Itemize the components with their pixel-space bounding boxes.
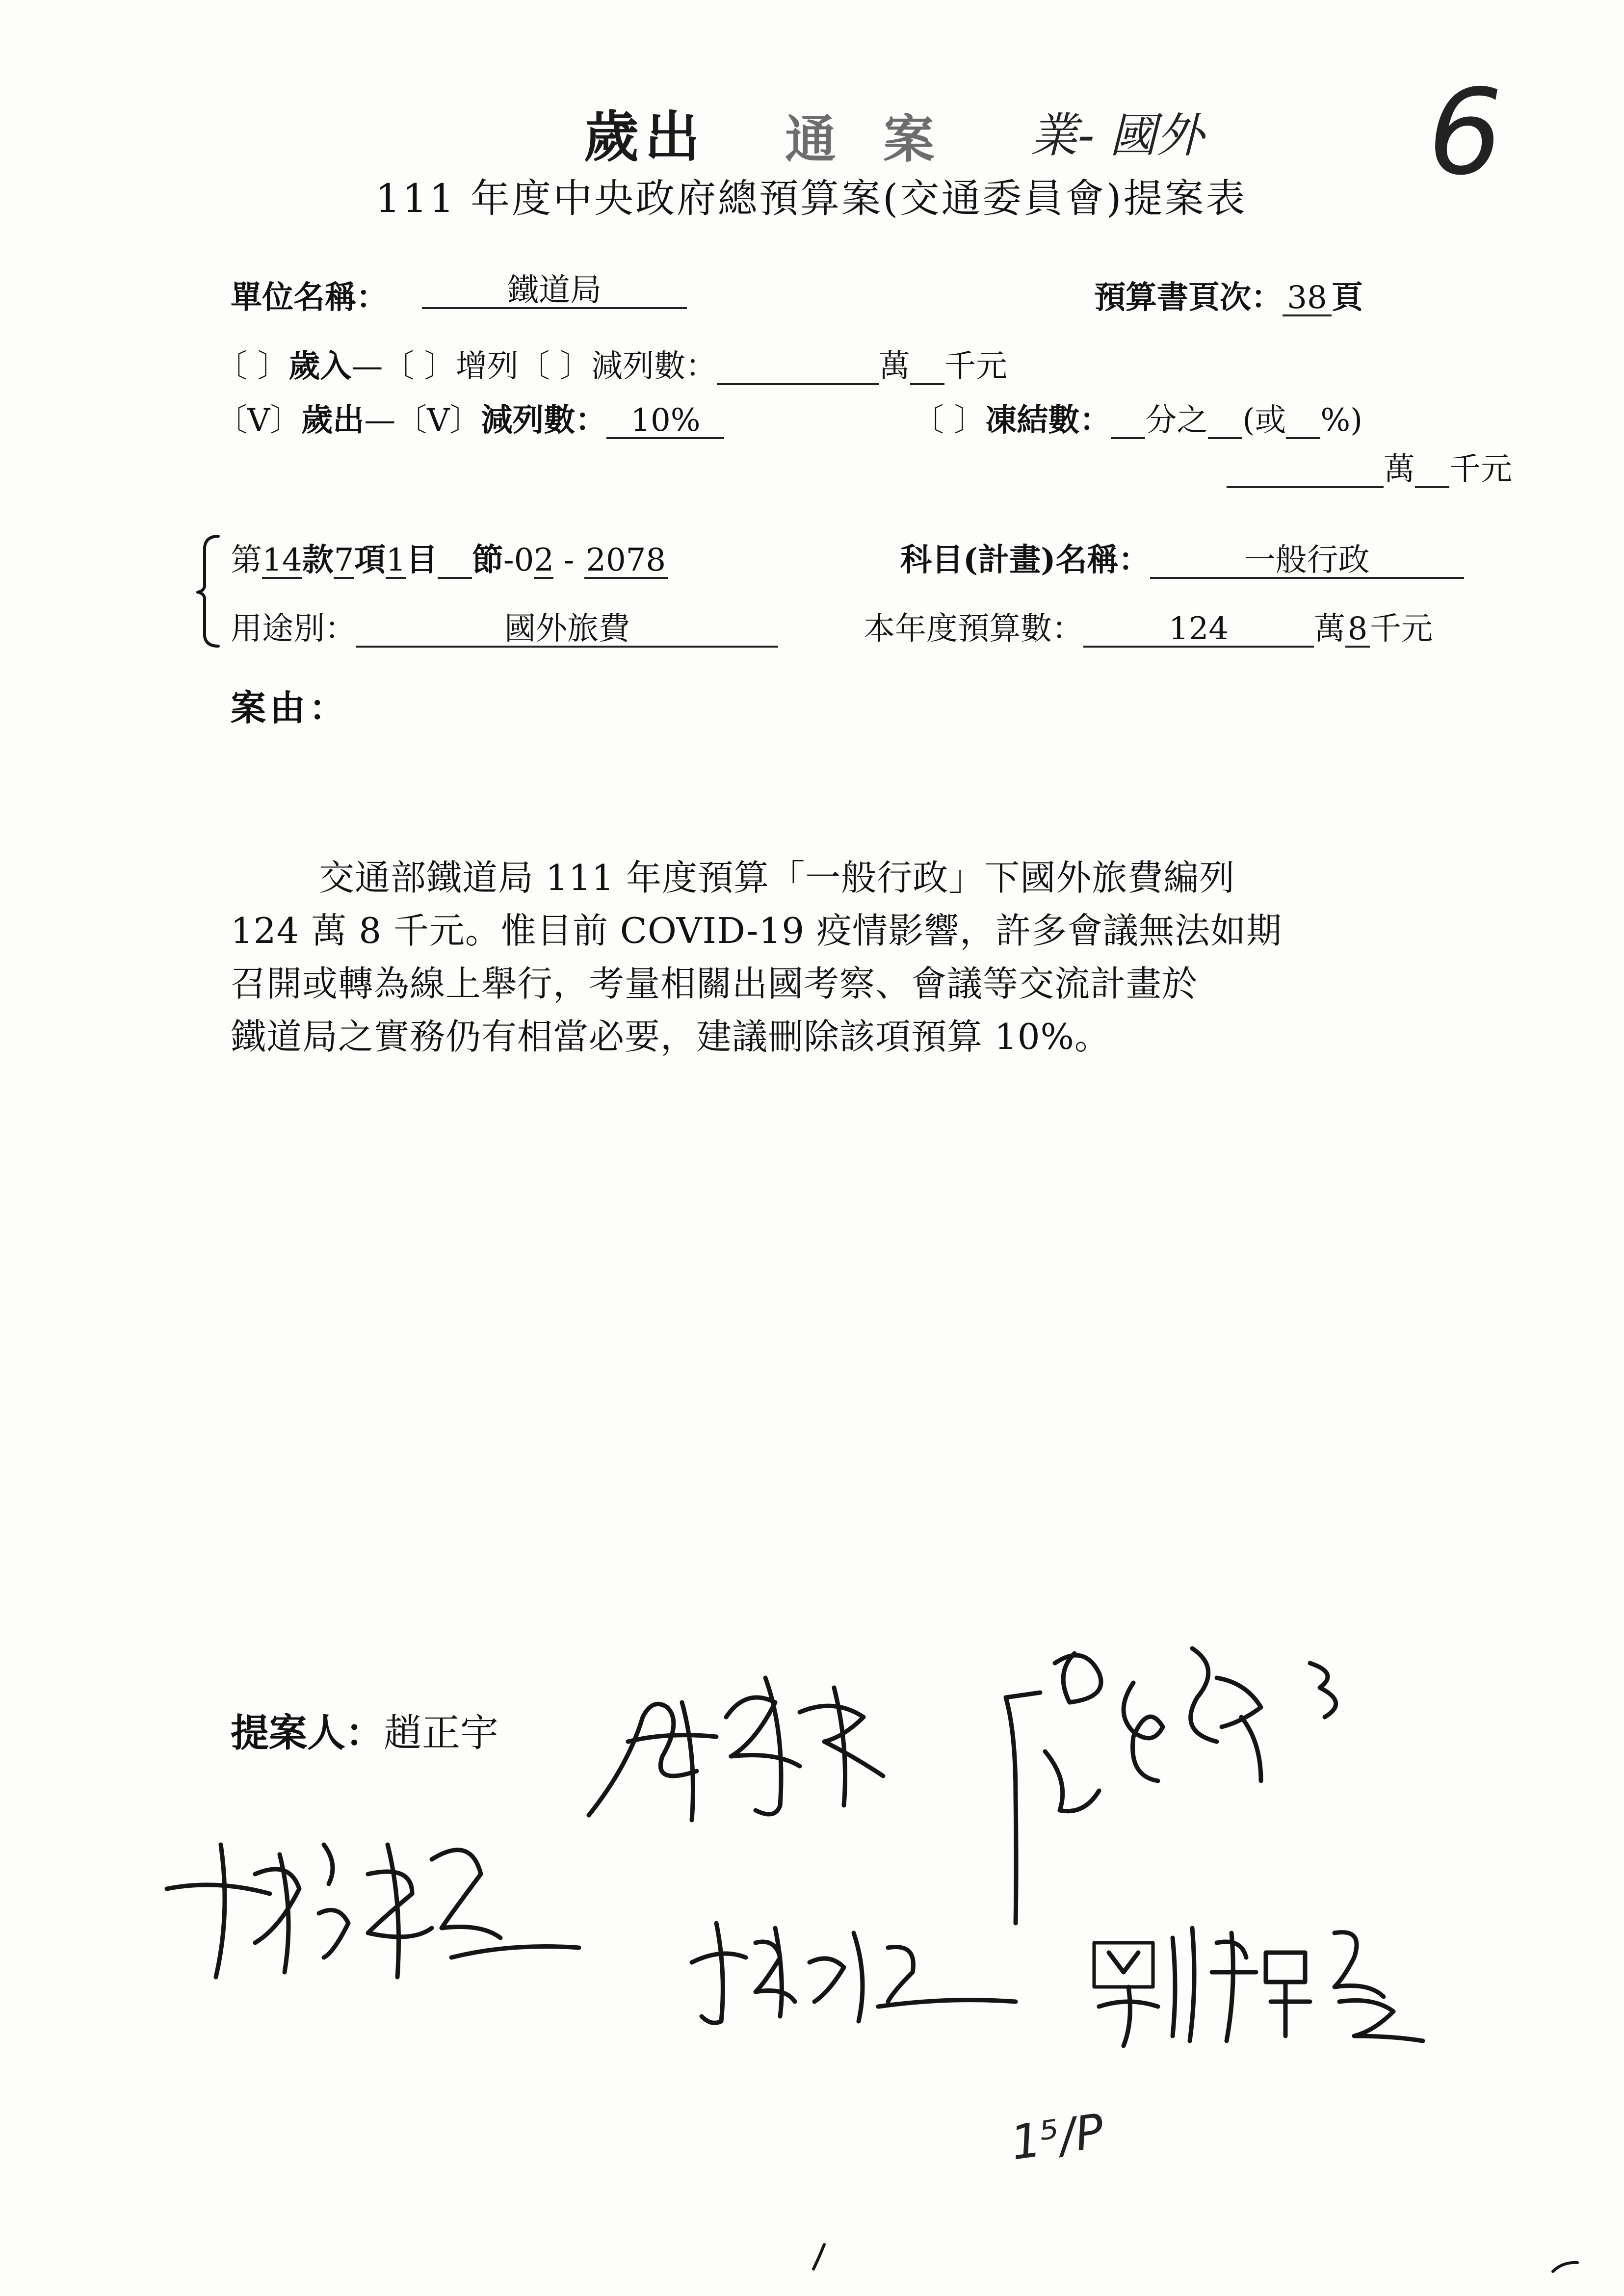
- signature-1: [569, 1658, 913, 1845]
- revenue-qian-blank: [910, 350, 944, 385]
- freeze-line: [913, 395, 1362, 440]
- page-ref-suffix: 頁: [1332, 279, 1363, 316]
- reason-line: 124 萬 8 千元。惟目前 COVID-19 疫情影響，許多會議無法如期: [231, 910, 1282, 951]
- stamp-budget-type: 歲出: [584, 105, 706, 169]
- left-brace: [194, 532, 223, 650]
- expense-decrease-checkbox: 〔V〕: [395, 402, 481, 439]
- freeze-wan: 萬: [1384, 451, 1415, 488]
- expense-checkbox: 〔V〕: [216, 402, 302, 439]
- revenue-increase-checkbox: 〔 〕: [383, 348, 456, 385]
- revenue-wan: 萬: [879, 348, 911, 385]
- revenue-decrease-blank: [717, 350, 879, 385]
- revenue-checkbox: 〔 〕: [216, 348, 289, 385]
- handwritten-category-note: 業- 國外: [1030, 108, 1204, 163]
- signature-4: [682, 1904, 1025, 2031]
- amount-line: [864, 603, 1433, 649]
- amount-wan: 萬: [1314, 611, 1345, 647]
- stamp-general-case: 通 案: [785, 109, 949, 169]
- freeze-wan-blank: [1227, 453, 1384, 488]
- budget-code-line: [231, 535, 668, 580]
- code-xiang: 項: [354, 542, 386, 578]
- usage-value: 國外旅費: [356, 613, 778, 648]
- freeze-percent-blank: [1286, 404, 1320, 439]
- amount-wan-value: 124: [1083, 613, 1314, 648]
- code-di: 第: [231, 542, 262, 578]
- freeze-fraction: 分之: [1145, 402, 1208, 439]
- page-ref: [1094, 272, 1363, 317]
- freeze-qian-blank: [1415, 453, 1449, 488]
- proposer-name: 趙正宇: [384, 1711, 499, 1755]
- page-title: 111 年度中央政府總預算案(交通委員會)提案表: [375, 176, 1247, 221]
- code-kuan-number: 14: [262, 542, 302, 578]
- reason-line: 交通部鐵道局 111 年度預算「一般行政」下國外旅費編列: [319, 857, 1235, 898]
- revenue-increase-label: 增列: [455, 348, 519, 385]
- stray-mark-left: [810, 2242, 829, 2271]
- freeze-denominator-blank: [1111, 404, 1145, 439]
- revenue-line: [216, 341, 1007, 386]
- page-marker: 6: [1428, 64, 1503, 201]
- freeze-checkbox: 〔 〕: [913, 402, 986, 439]
- freeze-or: (或: [1242, 402, 1286, 439]
- revenue-decrease-label: 減列數：: [591, 348, 717, 385]
- code-mu: 目: [406, 542, 438, 578]
- code-mid-number: 2: [534, 542, 554, 578]
- subject-line: [900, 535, 1464, 580]
- code-jie-blank: [438, 544, 472, 579]
- proposer-line: [231, 1702, 498, 1757]
- expense-line: [216, 395, 724, 440]
- code-jie: 節: [472, 542, 503, 578]
- revenue-decrease-checkbox: 〔 〕: [518, 348, 592, 385]
- page-ref-label: 預算書頁次：: [1094, 279, 1283, 316]
- stray-mark-right: [1550, 2257, 1580, 2276]
- code-dash: -: [553, 542, 584, 578]
- reason-body: [231, 851, 1457, 1063]
- code-kuan: 款: [302, 542, 334, 578]
- unit-name: 鐵道局: [422, 274, 687, 309]
- unit-value: [422, 272, 687, 309]
- reason-label: 案由：: [231, 687, 349, 729]
- page-ref-number: 38: [1283, 282, 1332, 316]
- freeze-label: 凍結數：: [985, 402, 1111, 439]
- margin-note: 1⁵/P: [1007, 2103, 1107, 2171]
- expense-decrease-value: 10%: [606, 404, 724, 439]
- subject-label: 科目(計畫)名稱：: [900, 542, 1150, 578]
- revenue-qianyuan: 千元: [944, 348, 1008, 385]
- revenue-dash: —: [351, 348, 383, 385]
- expense-decrease-label: 減列數：: [481, 402, 607, 439]
- reason-line: 召開或轉為線上舉行，考量相關出國考察、會議等交流計畫於: [231, 963, 1198, 1004]
- code-mu-number: 1: [386, 542, 406, 578]
- revenue-label: 歲入: [288, 348, 352, 385]
- signature-2: [986, 1634, 1359, 1928]
- usage-line: [231, 603, 778, 649]
- freeze-qianyuan: 千元: [1449, 451, 1512, 488]
- freeze-numerator-blank: [1208, 404, 1242, 439]
- signature-3: [157, 1815, 589, 1992]
- reason-line: 鐵道局之實務仍有相當必要，建議刪除該項預算 10%。: [231, 1016, 1110, 1057]
- usage-label: 用途別：: [231, 611, 356, 647]
- code-prefix: -0: [503, 542, 534, 578]
- amount-qian-value: 8: [1345, 613, 1370, 648]
- amount-qian: 千元: [1370, 611, 1433, 647]
- freeze-percent: %): [1320, 402, 1363, 439]
- freeze-amount-line: [1227, 444, 1512, 489]
- amount-label: 本年度預算數：: [864, 611, 1083, 647]
- cosigner-printed-name: [1168, 1962, 1169, 1963]
- code-number: 2078: [584, 544, 668, 579]
- signature-5: [1079, 1913, 1452, 2051]
- subject-value: 一般行政: [1150, 544, 1464, 579]
- unit-label: 單位名稱：: [231, 279, 388, 316]
- expense-label: 歲出: [301, 402, 365, 439]
- expense-dash: —: [364, 402, 396, 439]
- code-xiang-number: 7: [334, 542, 354, 578]
- proposer-label: 提案人：: [231, 1711, 384, 1755]
